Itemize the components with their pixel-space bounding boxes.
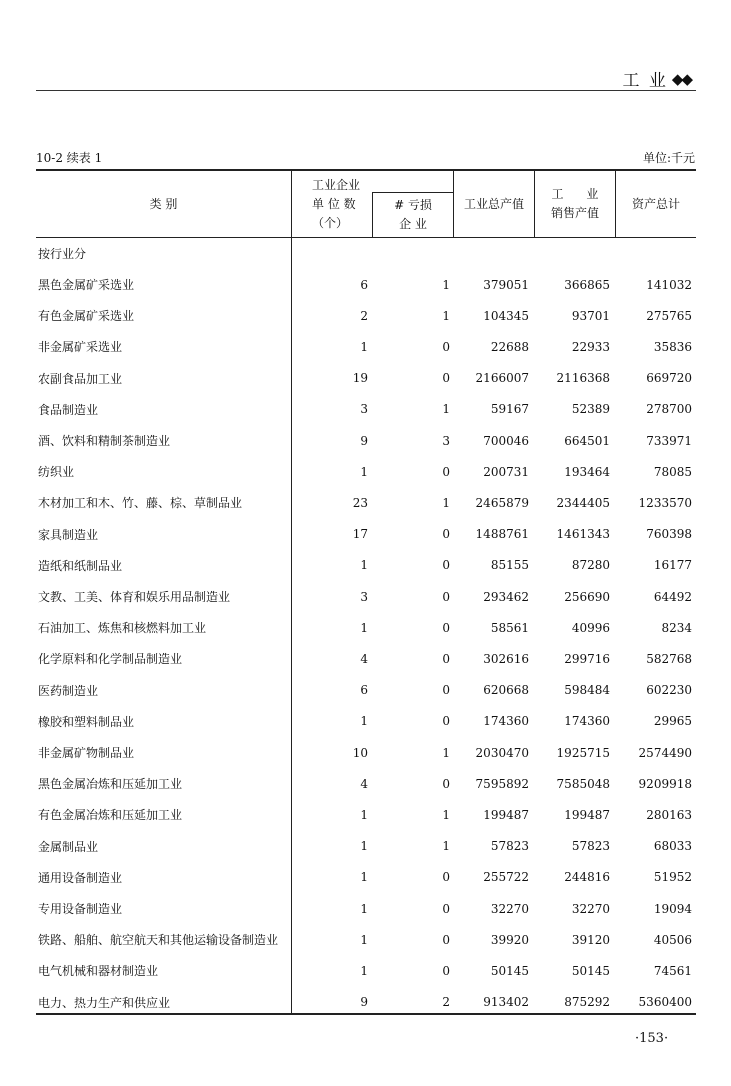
row-units: 1 — [360, 558, 368, 573]
row-gross-output: 57823 — [490, 839, 529, 854]
row-category: 家具制造业 — [38, 527, 99, 542]
row-total-assets: 669720 — [646, 371, 692, 386]
table-row — [36, 269, 696, 300]
row-category: 酒、饮料和精制茶制造业 — [38, 434, 171, 448]
row-loss: 3 — [442, 433, 450, 448]
row-category: 农副食品加工业 — [38, 371, 123, 386]
header-enterprises — [292, 171, 372, 237]
table-row — [36, 955, 696, 986]
row-loss: 0 — [442, 901, 450, 916]
row-gross-output: 39920 — [490, 932, 529, 947]
row-sales: 598484 — [564, 683, 610, 698]
row-gross-output: 200731 — [483, 464, 529, 479]
row-total-assets: 278700 — [646, 402, 692, 417]
row-units: 1 — [360, 932, 368, 947]
table-row — [36, 612, 696, 643]
page-number: ·153· — [635, 1031, 669, 1046]
row-loss: 0 — [442, 776, 450, 791]
row-category: 食品制造业 — [38, 402, 99, 417]
table-row — [36, 924, 696, 955]
row-gross-output: 700046 — [483, 433, 529, 448]
row-gross-output: 379051 — [483, 277, 529, 292]
header-rule — [36, 90, 696, 91]
row-units: 1 — [360, 870, 368, 885]
row-category: 黑色金属冶炼和压延加工业 — [38, 777, 183, 792]
row-loss: 0 — [442, 683, 450, 698]
row-loss: 0 — [442, 870, 450, 885]
row-sales: 1461343 — [556, 527, 610, 542]
row-loss: 0 — [442, 371, 450, 386]
row-units: 1 — [360, 963, 368, 978]
row-units: 1 — [360, 714, 368, 729]
diamond-ornament-icon: ◆◆ — [671, 69, 691, 88]
row-units: 23 — [352, 495, 368, 510]
row-category: 医药制造业 — [38, 683, 99, 698]
header-sales — [535, 171, 615, 237]
row-category: 有色金属矿采选业 — [38, 309, 135, 324]
header-loss-line2: 企 业 — [399, 217, 427, 231]
row-sales: 22933 — [571, 339, 610, 354]
row-loss: 0 — [442, 339, 450, 354]
row-units: 6 — [360, 683, 368, 698]
row-sales: 52389 — [571, 402, 610, 417]
row-units: 1 — [360, 807, 368, 822]
table-row — [36, 768, 696, 799]
table-row — [36, 363, 696, 394]
table-row — [36, 675, 696, 706]
row-sales: 875292 — [564, 995, 610, 1010]
row-total-assets: 280163 — [646, 807, 692, 822]
row-units: 9 — [360, 995, 368, 1010]
table-row — [36, 799, 696, 830]
row-category: 非金属矿采选业 — [38, 340, 123, 355]
row-gross-output: 913402 — [483, 995, 529, 1010]
row-sales: 174360 — [564, 714, 610, 729]
row-loss: 2 — [442, 995, 450, 1010]
row-total-assets: 141032 — [646, 277, 692, 292]
header-sales-line1: 工 业 — [551, 187, 599, 201]
header-total-assets-text: 资产总计 — [631, 196, 680, 211]
table-row — [36, 737, 696, 768]
row-gross-output: 174360 — [483, 714, 529, 729]
row-sales: 57823 — [571, 839, 610, 854]
row-units: 19 — [352, 371, 368, 386]
header-gross-output-text: 工业总产值 — [463, 196, 524, 211]
row-category: 铁路、船舶、航空航天和其他运输设备制造业 — [38, 933, 279, 948]
row-loss: 1 — [442, 745, 450, 760]
row-gross-output: 199487 — [483, 807, 529, 822]
row-sales: 664501 — [564, 433, 610, 448]
table-row — [36, 394, 696, 425]
row-gross-output: 22688 — [490, 339, 529, 354]
row-category: 金属制品业 — [38, 839, 99, 854]
row-category: 电气机械和器材制造业 — [38, 964, 159, 979]
table-row — [36, 893, 696, 924]
header-sales-line2: 销售产值 — [550, 206, 599, 220]
table-id: 10-2 续表 1 — [36, 151, 103, 165]
table-row — [36, 519, 696, 550]
row-units: 1 — [360, 464, 368, 479]
row-sales: 244816 — [564, 870, 610, 885]
row-gross-output: 59167 — [490, 402, 529, 417]
row-sales: 256690 — [564, 589, 610, 604]
table-row — [36, 425, 696, 456]
row-loss: 1 — [442, 807, 450, 822]
row-total-assets: 40506 — [653, 932, 692, 947]
header-loss — [373, 193, 453, 237]
row-loss: 1 — [442, 277, 450, 292]
header-category-text: 类 别 — [149, 196, 178, 211]
row-category: 文教、工美、体育和娱乐用品制造业 — [38, 590, 231, 604]
row-category: 专用设备制造业 — [38, 902, 123, 916]
table-row — [36, 300, 696, 331]
row-sales: 87280 — [571, 558, 610, 573]
row-sales: 50145 — [571, 963, 610, 978]
table-row — [36, 831, 696, 862]
row-sales: 299716 — [564, 651, 610, 666]
table-row — [36, 643, 696, 674]
row-total-assets: 64492 — [653, 589, 692, 604]
section-header — [623, 66, 691, 91]
row-gross-output: 293462 — [483, 589, 529, 604]
row-sales: 40996 — [571, 620, 610, 635]
row-gross-output: 255722 — [483, 870, 529, 885]
row-gross-output: 302616 — [483, 651, 529, 666]
row-total-assets: 760398 — [646, 527, 692, 542]
group-label-row — [36, 238, 696, 269]
group-label: 按行业分 — [38, 247, 87, 261]
row-units: 1 — [360, 901, 368, 916]
row-loss: 0 — [442, 558, 450, 573]
row-units: 1 — [360, 620, 368, 635]
row-total-assets: 51952 — [653, 870, 692, 885]
table-row — [36, 987, 696, 1018]
row-total-assets: 68033 — [653, 839, 692, 854]
row-loss: 0 — [442, 963, 450, 978]
header-gross-output — [454, 171, 534, 237]
row-total-assets: 275765 — [646, 308, 692, 323]
table-row — [36, 581, 696, 612]
table-row — [36, 456, 696, 487]
row-loss: 0 — [442, 932, 450, 947]
row-sales: 2344405 — [556, 495, 610, 510]
row-gross-output: 58561 — [490, 620, 529, 635]
row-total-assets: 1233570 — [638, 495, 692, 510]
row-category: 造纸和纸制品业 — [38, 558, 123, 573]
header-loss-line1: # 亏损 — [394, 198, 432, 212]
table-row — [36, 550, 696, 581]
row-units: 1 — [360, 839, 368, 854]
row-loss: 1 — [442, 308, 450, 323]
row-loss: 0 — [442, 714, 450, 729]
row-category: 有色金属冶炼和压延加工业 — [38, 808, 183, 823]
row-units: 17 — [352, 527, 368, 542]
row-sales: 39120 — [571, 932, 610, 947]
header-enterprises-line2: 单 位 数 — [312, 196, 356, 211]
row-category: 橡胶和塑料制品业 — [38, 714, 135, 729]
row-total-assets: 16177 — [653, 558, 692, 573]
row-category: 化学原料和化学制品制造业 — [38, 652, 183, 667]
row-units: 9 — [360, 433, 368, 448]
row-gross-output: 1488761 — [475, 527, 529, 542]
row-category: 石油加工、炼焦和核燃料加工业 — [38, 621, 207, 636]
row-loss: 0 — [442, 620, 450, 635]
row-units: 4 — [360, 651, 368, 666]
row-units: 10 — [352, 745, 368, 760]
row-sales: 2116368 — [556, 371, 610, 386]
row-sales: 32270 — [571, 901, 610, 916]
row-total-assets: 733971 — [646, 433, 692, 448]
unit-label: 单位:千元 — [642, 151, 695, 165]
row-total-assets: 74561 — [653, 963, 692, 978]
row-sales: 366865 — [564, 277, 610, 292]
table-row — [36, 331, 696, 362]
row-total-assets: 78085 — [653, 464, 692, 479]
row-category: 电力、热力生产和供应业 — [38, 995, 171, 1010]
table-row — [36, 706, 696, 737]
row-total-assets: 29965 — [653, 714, 692, 729]
row-category: 非金属矿物制品业 — [38, 746, 135, 760]
row-category: 黑色金属矿采选业 — [38, 278, 135, 292]
row-loss: 0 — [442, 589, 450, 604]
row-total-assets: 2574490 — [638, 745, 692, 760]
row-gross-output: 2166007 — [475, 371, 529, 386]
row-gross-output: 32270 — [490, 901, 529, 916]
row-sales: 7585048 — [556, 776, 610, 791]
header-total-assets — [616, 171, 696, 237]
row-loss: 1 — [442, 495, 450, 510]
header-enterprises-line1: 工业企业 — [312, 177, 361, 192]
row-units: 3 — [360, 402, 368, 417]
row-sales: 193464 — [564, 464, 610, 479]
row-gross-output: 85155 — [490, 558, 529, 573]
row-units: 1 — [360, 339, 368, 354]
row-loss: 1 — [442, 402, 450, 417]
row-gross-output: 2465879 — [475, 495, 529, 510]
row-sales: 93701 — [571, 308, 610, 323]
row-units: 3 — [360, 589, 368, 604]
row-total-assets: 5360400 — [638, 995, 692, 1010]
row-total-assets: 582768 — [646, 651, 692, 666]
row-gross-output: 104345 — [483, 308, 529, 323]
row-loss: 0 — [442, 527, 450, 542]
row-sales: 1925715 — [556, 745, 610, 760]
row-loss: 0 — [442, 464, 450, 479]
row-loss: 1 — [442, 839, 450, 854]
row-gross-output: 50145 — [490, 963, 529, 978]
section-title: 工 业 — [622, 71, 668, 91]
row-gross-output: 7595892 — [475, 776, 529, 791]
row-category: 纺织业 — [38, 465, 75, 480]
row-total-assets: 602230 — [646, 683, 692, 698]
row-gross-output: 2030470 — [475, 745, 529, 760]
row-total-assets: 35836 — [653, 339, 692, 354]
row-total-assets: 19094 — [653, 901, 692, 916]
table-row — [36, 862, 696, 893]
row-units: 6 — [360, 277, 368, 292]
row-total-assets: 8234 — [661, 620, 692, 635]
row-category: 木材加工和木、竹、藤、棕、草制品业 — [38, 496, 243, 511]
table-row — [36, 487, 696, 518]
row-category: 通用设备制造业 — [38, 870, 123, 885]
header-category — [36, 171, 291, 237]
row-units: 4 — [360, 776, 368, 791]
row-sales: 199487 — [564, 807, 610, 822]
row-total-assets: 9209918 — [638, 776, 692, 791]
row-units: 2 — [360, 308, 368, 323]
row-gross-output: 620668 — [483, 683, 529, 698]
row-loss: 0 — [442, 651, 450, 666]
header-enterprises-line3: （个） — [312, 215, 349, 230]
